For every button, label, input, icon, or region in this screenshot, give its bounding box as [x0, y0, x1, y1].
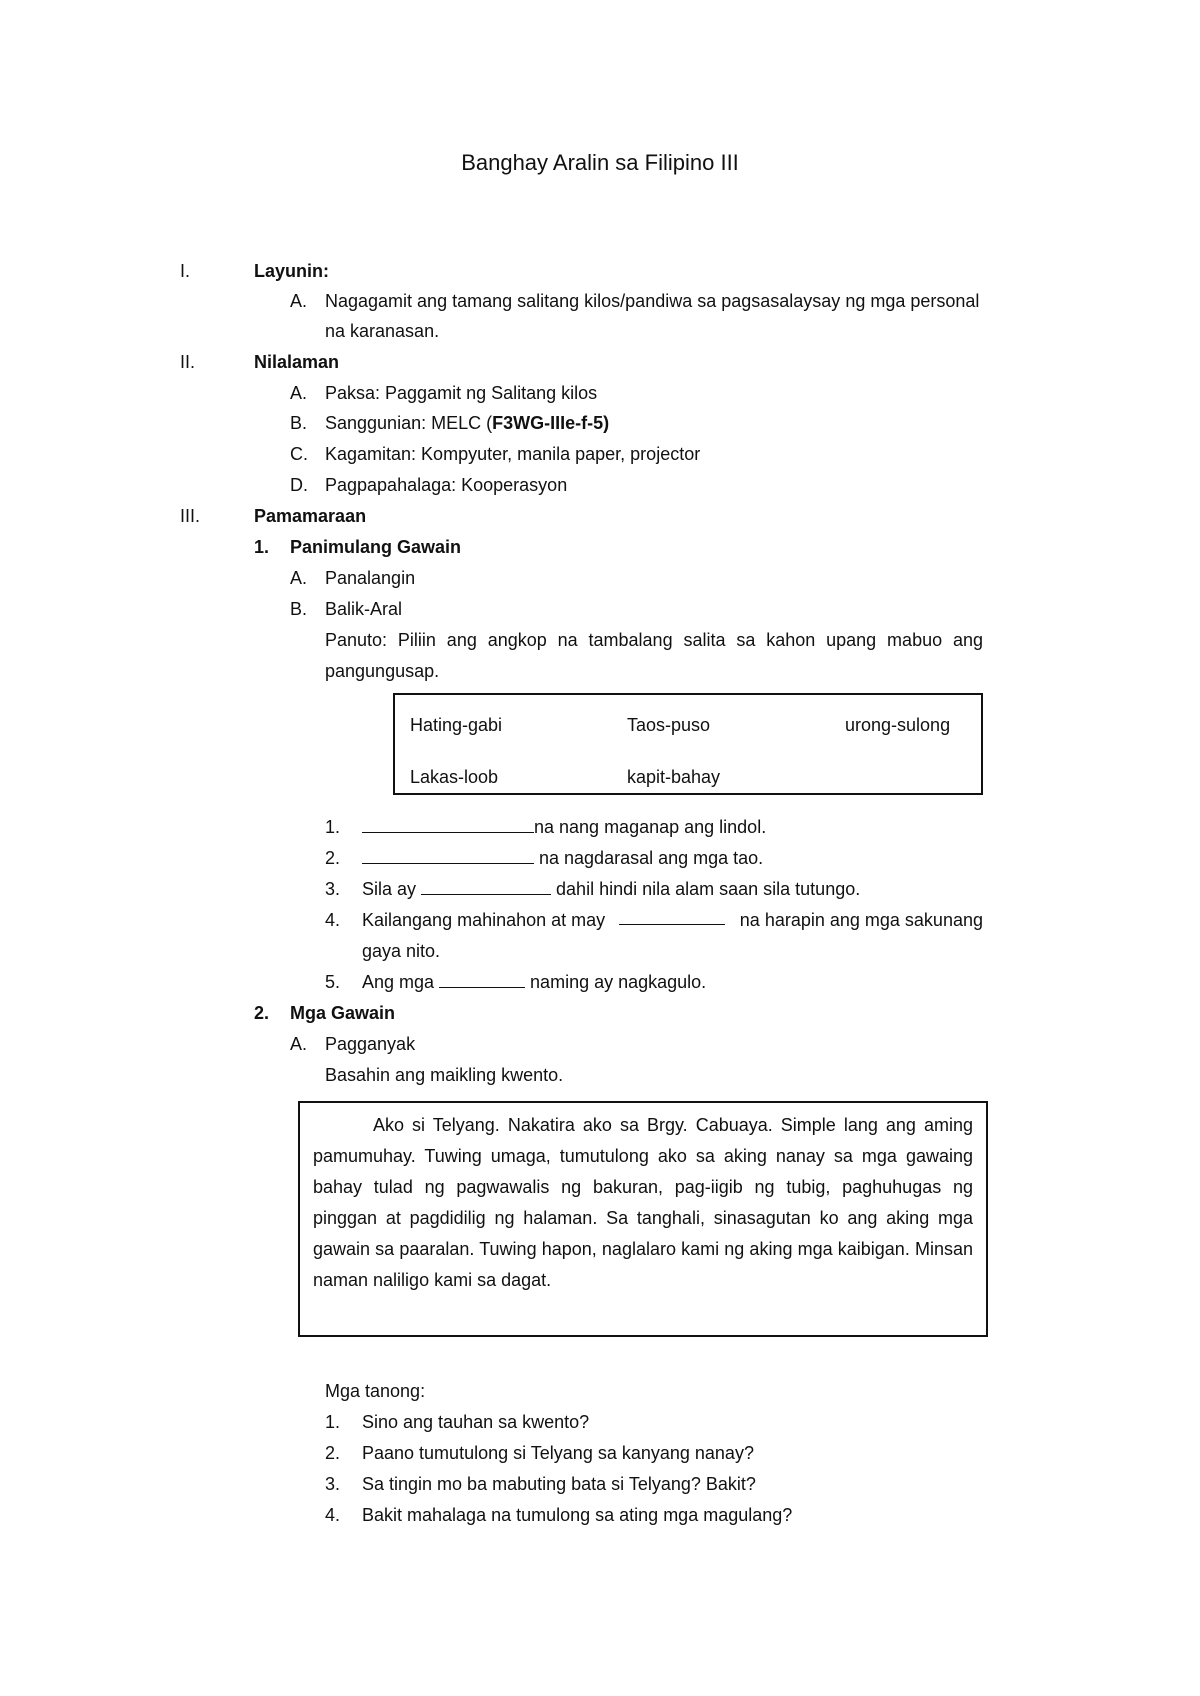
- blank-question-2: [362, 844, 763, 872]
- part-1-number: 1.: [254, 537, 270, 557]
- answer-blank[interactable]: [362, 845, 534, 864]
- blank-text-after: naming ay nagkagulo.: [525, 972, 707, 992]
- question-3-number: 3.: [325, 1474, 341, 1494]
- blank-5-number: 5.: [325, 972, 341, 992]
- objective-a-line-1: Nagagamit ang tamang salitang kilos/pandiwa sa pagsasalaysay ng mga personal: [325, 291, 980, 311]
- question-1-number: 1.: [325, 1412, 341, 1432]
- blank-2-number: 2.: [325, 848, 341, 868]
- content-b-text: [325, 409, 609, 437]
- blank-3-number: 3.: [325, 879, 341, 899]
- blank-question-1: [362, 813, 766, 841]
- section-1-number: I.: [180, 261, 191, 281]
- blank-text-after: na nang maganap ang lindol.: [534, 817, 767, 837]
- part-2-heading: Mga Gawain: [290, 1003, 396, 1023]
- section-1-heading: Layunin:: [254, 261, 329, 281]
- content-a-label: A.: [290, 383, 308, 403]
- instruction-line-1: Panuto: Piliin ang angkop na tambalang salita sa kahon upang mabuo ang: [325, 630, 983, 650]
- word-bank-item: urong-sulong: [845, 715, 951, 735]
- question-4-text: Bakit mahalaga na tumulong sa ating mga magulang?: [362, 1505, 793, 1525]
- review-text: Balik-Aral: [325, 599, 403, 619]
- answer-blank[interactable]: [619, 906, 725, 925]
- motivation-text: Pagganyak: [325, 1034, 416, 1054]
- question-4-number: 4.: [325, 1505, 341, 1525]
- section-3-heading: Pamamaraan: [254, 506, 367, 526]
- blank-text-after: na harapin ang mga sakunang: [739, 910, 983, 930]
- content-d-label: D.: [290, 475, 308, 495]
- question-2-number: 2.: [325, 1443, 341, 1463]
- reading-instruction: Basahin ang maikling kwento.: [325, 1065, 564, 1085]
- questions-heading: Mga tanong:: [325, 1381, 426, 1401]
- content-d-text: Pagpapahalaga: Kooperasyon: [325, 475, 568, 495]
- objective-a-line-2: na karanasan.: [325, 321, 440, 341]
- content-b-text-plain: Sanggunian: MELC (: [325, 413, 493, 433]
- blank-4-number: 4.: [325, 910, 341, 930]
- content-b-text-code: F3WG-IIIe-f-5): [492, 413, 610, 433]
- section-3-number: III.: [180, 506, 201, 526]
- blank-question-4: [362, 906, 983, 934]
- blank-question-3: [362, 875, 860, 903]
- question-2-text: Paano tumutulong si Telyang sa kanyang nanay?: [362, 1443, 754, 1463]
- document-title: Banghay Aralin sa Filipino III: [461, 150, 739, 175]
- answer-blank[interactable]: [421, 876, 551, 895]
- content-c-text: Kagamitan: Kompyuter, manila paper, projector: [325, 444, 701, 464]
- blank-text-after: na nagdarasal ang mga tao.: [534, 848, 764, 868]
- word-bank-item: Lakas-loob: [410, 767, 499, 787]
- word-bank-item: kapit-bahay: [627, 767, 721, 787]
- content-b-label: B.: [290, 413, 308, 433]
- blank-text-before: Kailangang mahinahon at may: [362, 910, 606, 930]
- question-3-text: Sa tingin mo ba mabuting bata si Telyang? Bakit?: [362, 1474, 756, 1494]
- blank-text-before: Ang mga: [362, 972, 440, 992]
- answer-blank[interactable]: [362, 814, 534, 833]
- content-a-text: Paksa: Paggamit ng Salitang kilos: [325, 383, 598, 403]
- content-c-label: C.: [290, 444, 308, 464]
- word-bank-item: Taos-puso: [627, 715, 711, 735]
- prayer-text: Panalangin: [325, 568, 416, 588]
- word-bank-box: [393, 693, 983, 795]
- part-1-heading: Panimulang Gawain: [290, 537, 462, 557]
- word-bank-item: Hating-gabi: [410, 715, 503, 735]
- section-2-number: II.: [180, 352, 196, 372]
- objective-a-label: A.: [290, 291, 308, 311]
- section-2-heading: Nilalaman: [254, 352, 340, 372]
- motivation-label: A.: [290, 1034, 308, 1054]
- answer-blank[interactable]: [439, 969, 525, 988]
- blank-question-5: [362, 968, 706, 996]
- instruction-line-2: pangungusap.: [325, 661, 440, 681]
- prayer-label: A.: [290, 568, 308, 588]
- blank-question-4-continued: gaya nito.: [362, 941, 441, 961]
- blank-text-before: Sila ay: [362, 879, 422, 899]
- review-label: B.: [290, 599, 308, 619]
- question-1-text: Sino ang tauhan sa kwento?: [362, 1412, 590, 1432]
- part-2-number: 2.: [254, 1003, 270, 1023]
- blank-text-after: dahil hindi nila alam saan sila tutungo.: [551, 879, 861, 899]
- short-story: Ako si Telyang. Nakatira ako sa Brgy. Cabuaya. Simple lang ang aming pamumuhay. Tuwing umaga, tumutulong ako sa aking nanay sa mga gawaing bahay tulad ng pagwawalis ng bakuran, pag-iigib ng tubig, paghuhugas ng pinggan at pagdidilig ng halaman. Sa tanghali, sinasagutan ko ang aking mga gawain sa paaralan. Tuwing hapon, naglalaro kami ng aking mga kaibigan. Minsan naman naliligo kami sa dagat.: [313, 1115, 973, 1290]
- blank-1-number: 1.: [325, 817, 341, 837]
